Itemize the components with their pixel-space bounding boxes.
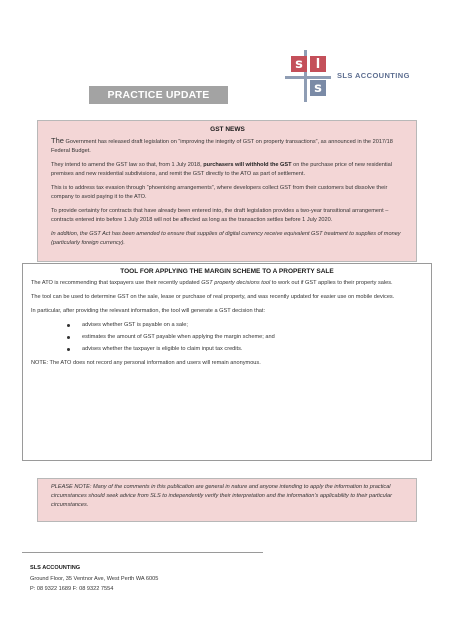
tool-bullet-item: [31, 321, 423, 330]
logo-letter-s-1: s: [291, 56, 307, 72]
tool-bullet-text: advises whether GST is payable on a sale;: [82, 322, 188, 328]
bullet-dot-icon: [67, 336, 70, 339]
tool-bullet-item: [31, 333, 423, 342]
gst-news-paragraph-2-before: They intend to amend the GST law so that, from 1 July 2018,: [51, 162, 204, 168]
tool-bullet-text: estimates the amount of GST payable when applying the margin scheme; and: [82, 334, 275, 340]
gst-news-paragraph-2-bold: purchasers will withhold the GST: [203, 162, 292, 168]
logo-letter-l: l: [310, 56, 326, 72]
footer-firm-name: SLS ACCOUNTING: [30, 565, 81, 571]
tool-bullet-item: [31, 345, 423, 354]
gst-news-lead-word: The: [51, 136, 64, 145]
tool-note: NOTE: The ATO does not record any personal information and users will remain anonymous.: [31, 360, 261, 366]
tool-name-italic: GST property decisions tool: [201, 280, 271, 286]
tool-paragraph-1-before: The ATO is recommending that taxpayers use their recently updated: [31, 280, 202, 286]
practice-update-title: PRACTICE UPDATE: [89, 86, 228, 104]
logo-cross-horizontal: [285, 76, 331, 79]
tool-bullet-text: advises whether the taxpayer is eligible to claim input tax credits.: [82, 346, 243, 352]
tool-paragraph-3: In particular, after providing the relevant information, the tool will generate a GST decision that:: [31, 308, 266, 314]
sls-logo: [285, 50, 435, 106]
gst-news-paragraph-5: In addition, the GST Act has been amended to ensure that supplies of digital currency receive equivalent GST treatment to supplies of money (particularly foreign currency).: [51, 231, 401, 246]
logo-wordmark: SLS ACCOUNTING: [337, 71, 410, 80]
footer: [30, 563, 158, 595]
gst-news-heading: GST NEWS: [210, 126, 245, 133]
disclaimer-text: PLEASE NOTE: Many of the comments in this publication are general in nature and anyone intending to apply the information to practical circumstances should seek advice from SLS to independently verify their interpretation and the information’s applicability to their particular circumstances.: [51, 484, 392, 508]
gst-news-paragraph-2-after: on the purchase price of new residential premises and new residential subdivisions, and remit the GST directly to the ATO as part of settlement.: [51, 162, 392, 177]
tool-bullet-list: [31, 321, 423, 354]
gst-news-paragraph-1-text: Government has released draft legislation on “improving the integrity of GST on property transactions”, as announced in the 2017/18 Federal Budget.: [51, 139, 393, 154]
margin-scheme-tool-section: [22, 263, 432, 461]
footer-address: Ground Floor, 35 Ventnor Ave, West Perth WA 6005: [30, 575, 159, 582]
tool-paragraph-1: [31, 279, 423, 288]
footer-contact: P: 08 9322 1689 F: 08 9322 7554: [30, 586, 114, 592]
bullet-dot-icon: [67, 348, 70, 351]
gst-news-paragraph-2: [51, 161, 404, 179]
gst-news-paragraph-1: [51, 136, 404, 156]
disclaimer-section: [37, 478, 417, 522]
tool-heading: TOOL FOR APPLYING THE MARGIN SCHEME TO A PROPERTY SALE: [120, 268, 334, 275]
tool-paragraph-1-after: to work out if GST applies to their property sales.: [270, 280, 393, 286]
footer-divider: [22, 552, 263, 553]
bullet-dot-icon: [67, 324, 70, 327]
tool-paragraph-2: The tool can be used to determine GST on the sale, lease or purchase of real property, and was recently updated for easier use on mobile devices.: [31, 294, 395, 300]
logo-letter-s-2: s: [310, 80, 326, 96]
gst-news-section: [37, 120, 417, 262]
gst-news-paragraph-4: To provide certainty for contracts that have already been entered into, the draft legislation provides a two-year transitional arrangement – contracts entered into before 1 July 2018 will not be affected as long as the transaction settles before 1 July 2020.: [51, 208, 389, 223]
gst-news-paragraph-3: This is to address tax evasion through “phoenixing arrangements”, where developers collect GST from their customers but dissolve their company to avoid paying it to the ATO.: [51, 185, 388, 200]
